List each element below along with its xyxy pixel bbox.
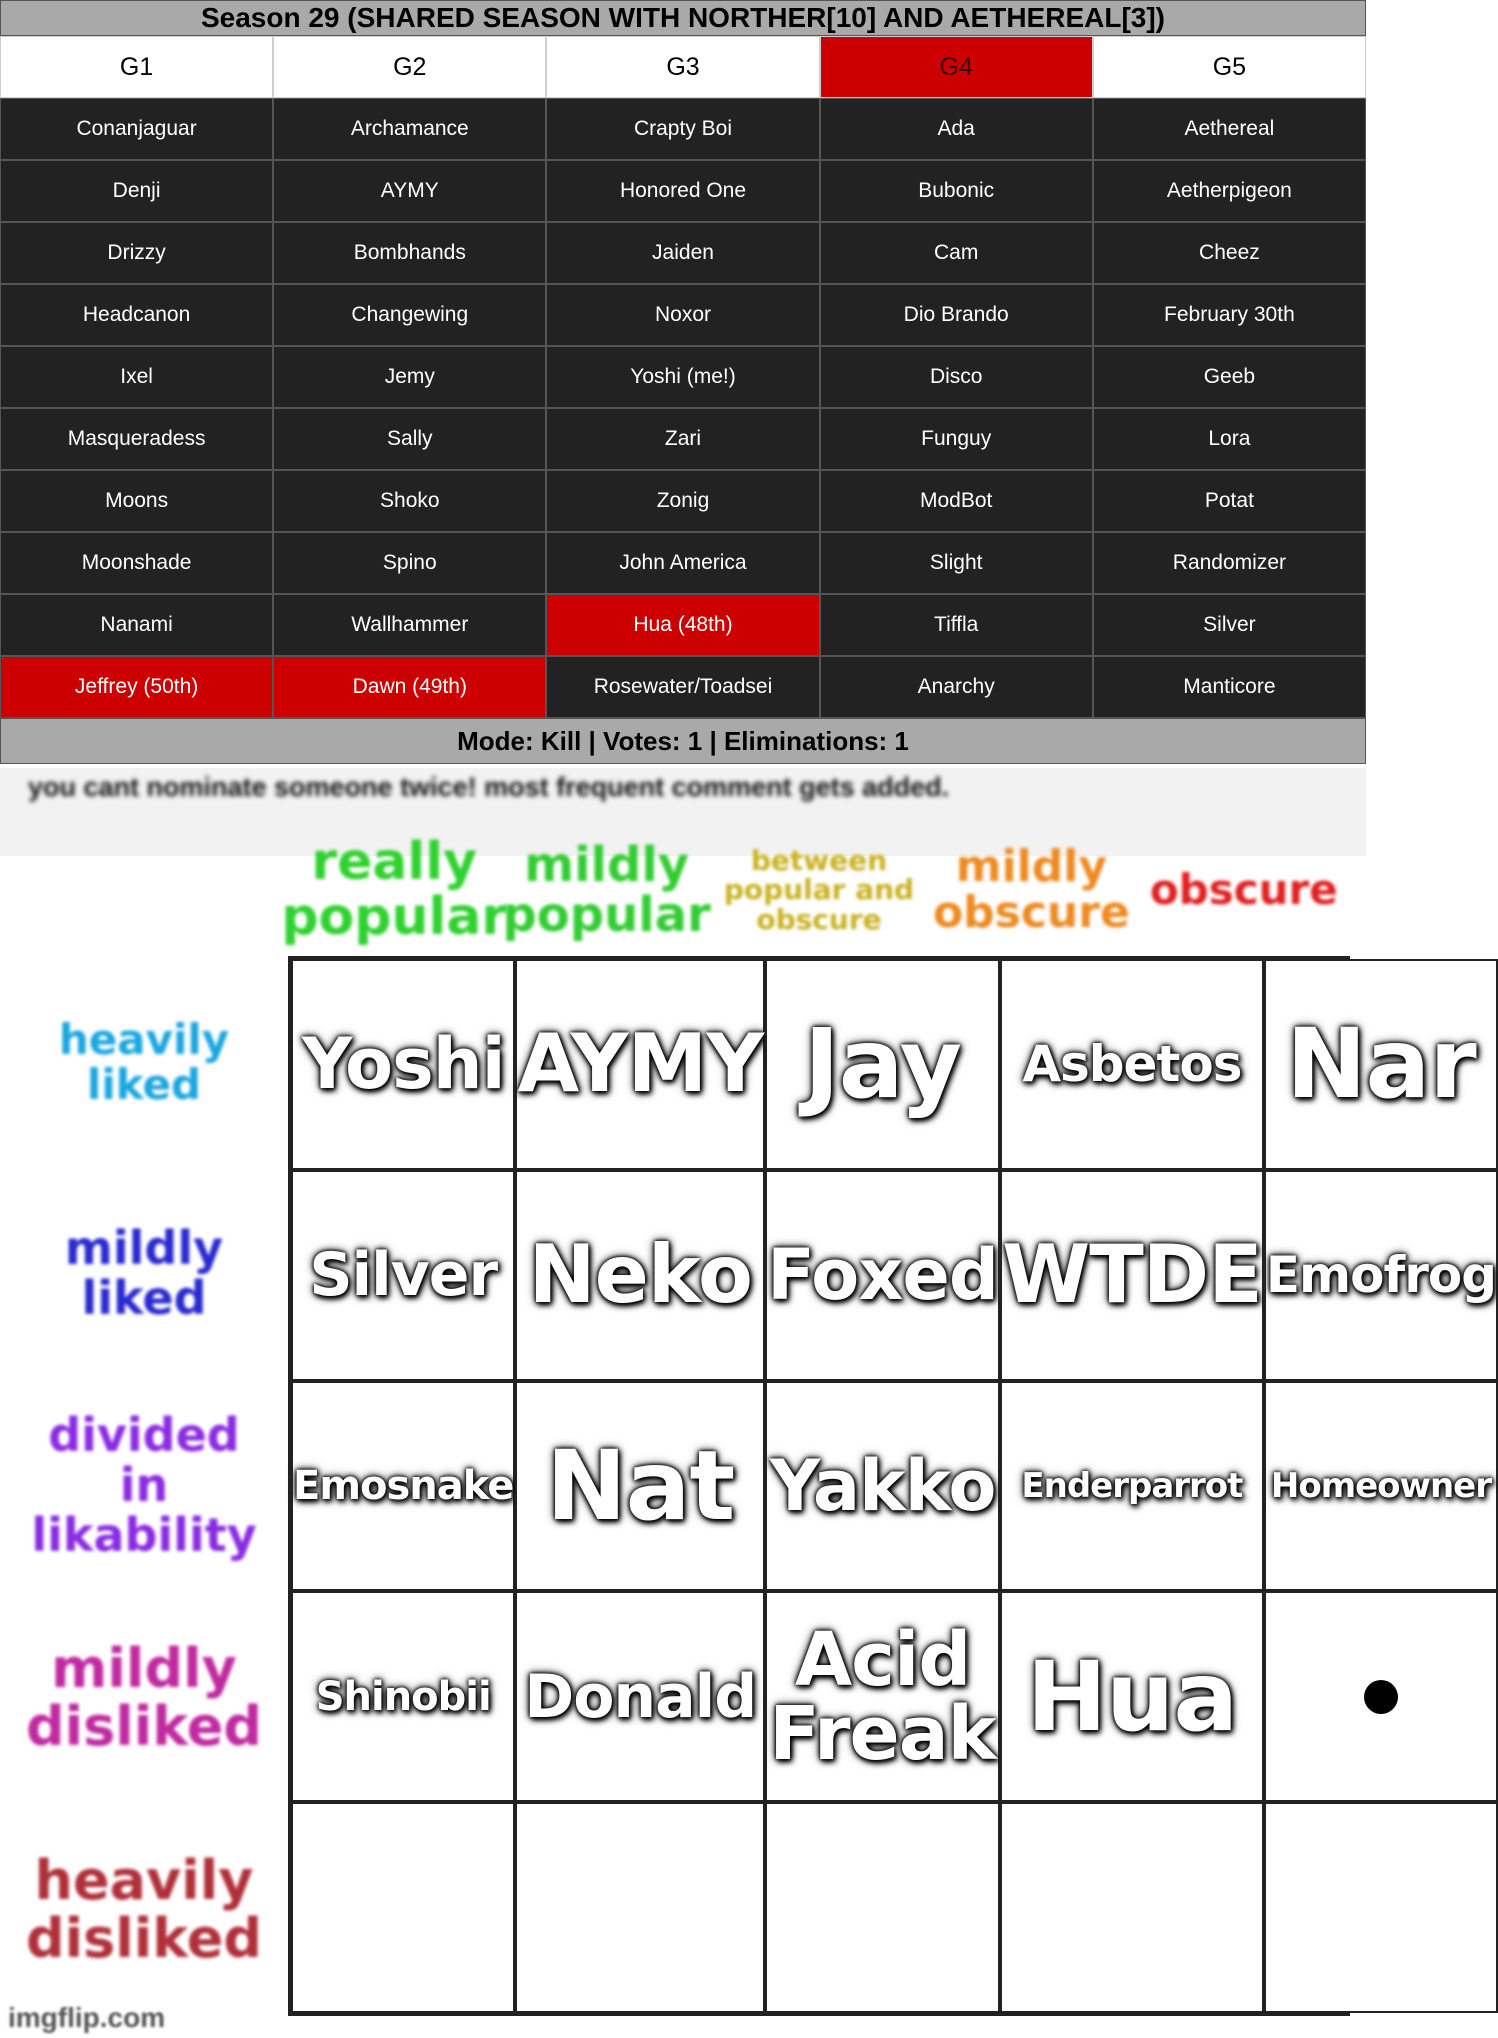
tier-cell [1000, 1381, 1264, 1592]
contestant-cell: Honored One [546, 160, 819, 222]
contestant-cell: Masqueradess [0, 408, 273, 470]
tier-entry-name: Jay [804, 1008, 962, 1121]
season-title: Season 29 (SHARED SEASON WITH NORTHER[10] AND AETHEREAL[3]) [0, 0, 1366, 36]
tier-cell [515, 959, 765, 1170]
tier-cell [1000, 1591, 1264, 1802]
contestant-cell-eliminated: Jeffrey (50th) [0, 656, 273, 718]
contestant-cell: Noxor [546, 284, 819, 346]
contestant-cell: Bubonic [820, 160, 1093, 222]
tier-cell [1264, 1802, 1498, 2013]
group-header-g1: G1 [0, 36, 273, 98]
tier-entry-name: AYMY [517, 1017, 764, 1111]
tier-cell [765, 1591, 1000, 1802]
column-label: really popular [281, 832, 508, 947]
contestant-cell: Yoshi (me!) [546, 346, 819, 408]
contestant-cell: Lora [1093, 408, 1366, 470]
tier-cell [1000, 1170, 1264, 1381]
tier-cell [765, 1381, 1000, 1592]
contestant-cell: Potat [1093, 470, 1366, 532]
tier-entry-name: Nar [1286, 1008, 1476, 1121]
mode-status-bar: Mode: Kill | Votes: 1 | Eliminations: 1 [0, 718, 1366, 764]
tier-entry-name: Emofrog [1265, 1246, 1497, 1305]
tier-cell [1264, 1381, 1498, 1592]
column-label: mildly popular [502, 836, 711, 943]
contestant-cell: Denji [0, 160, 273, 222]
contestant-cell: Anarchy [820, 656, 1093, 718]
tier-cell [1264, 1591, 1498, 1802]
column-label: between popular and obscure [723, 843, 915, 936]
tier-entry-name: Asbetos [1022, 1035, 1242, 1094]
contestant-cell-eliminated: Dawn (49th) [273, 656, 546, 718]
tier-chart [0, 768, 1497, 2038]
tier-entry-name: Yakko [769, 1444, 996, 1527]
contestant-cell: Slight [820, 532, 1093, 594]
row-label: divided in likability [31, 1408, 257, 1562]
tier-cell [1264, 1170, 1498, 1381]
contestant-cell: Manticore [1093, 656, 1366, 718]
tier-grid [288, 956, 1497, 2016]
column-label: obscure [1149, 864, 1338, 914]
tier-cell [291, 1170, 515, 1381]
dot-marker-icon [1364, 1680, 1398, 1714]
tier-cell [1264, 959, 1498, 1170]
contestant-cell: Archamance [273, 98, 546, 160]
group-header-g2: G2 [273, 36, 546, 98]
contestant-cell: Jaiden [546, 222, 819, 284]
season-table [0, 0, 1366, 764]
tier-entry-name: Yoshi [301, 1023, 505, 1106]
tier-cell [515, 1591, 765, 1802]
contestant-cell: Shoko [273, 470, 546, 532]
row-label: mildly disliked [25, 1636, 263, 1758]
tier-cell [515, 1802, 765, 2013]
tier-cell [1000, 1802, 1264, 2013]
contestant-cell: Aethereal [1093, 98, 1366, 160]
tier-entry-name: Neko [528, 1228, 752, 1322]
contestant-cell-eliminated: Hua (48th) [546, 594, 819, 656]
contestant-cell: Randomizer [1093, 532, 1366, 594]
tier-entry-name: Silver [309, 1240, 498, 1311]
contestant-cell: Dio Brando [820, 284, 1093, 346]
group-header-g5: G5 [1093, 36, 1366, 98]
tier-entry-name: Shinobii [315, 1673, 491, 1720]
contestant-cell: ModBot [820, 470, 1093, 532]
tier-cell [1000, 959, 1264, 1170]
contestant-cell: Crapty Boi [546, 98, 819, 160]
contestant-cell: Funguy [820, 408, 1093, 470]
tier-entry-name: Emosnake [293, 1462, 514, 1509]
contestant-cell: Spino [273, 532, 546, 594]
contestant-cell: Moons [0, 470, 273, 532]
group-header-g3: G3 [546, 36, 819, 98]
tier-cell [291, 1802, 515, 2013]
contestant-cell: Zonig [546, 470, 819, 532]
contestant-cell: February 30th [1093, 284, 1366, 346]
contestant-cell: AYMY [273, 160, 546, 222]
row-label: mildly liked [64, 1221, 224, 1325]
contestant-cell: Zari [546, 408, 819, 470]
contestant-cell: Ixel [0, 346, 273, 408]
tier-cell [291, 1591, 515, 1802]
contestant-cell: Silver [1093, 594, 1366, 656]
nomination-note: you cant nominate someone twice! most frequent comment gets added. [28, 772, 950, 802]
contestant-cell: Aetherpigeon [1093, 160, 1366, 222]
imgflip-watermark: imgflip.com [8, 2002, 166, 2033]
contestant-cell: Conanjaguar [0, 98, 273, 160]
tier-cell [291, 959, 515, 1170]
contestant-cell: Jemy [273, 346, 546, 408]
column-label: mildly obscure [932, 840, 1130, 938]
row-label: heavily liked [58, 1014, 230, 1109]
group-header-g4: G4 [820, 36, 1093, 98]
tier-entry-name: Enderparrot [1021, 1465, 1243, 1506]
contestant-cell: John America [546, 532, 819, 594]
tier-entry-name: WTDE [1001, 1228, 1262, 1322]
tier-entry-name: Donald [524, 1661, 757, 1732]
contestant-cell: Disco [820, 346, 1093, 408]
tier-entry-name: Acid Freak [769, 1616, 996, 1777]
contestant-cell: Geeb [1093, 346, 1366, 408]
tier-cell [515, 1170, 765, 1381]
season-header-row [0, 36, 1366, 98]
contestant-cell: Ada [820, 98, 1093, 160]
tier-entry-name: Foxed [767, 1234, 998, 1317]
contestant-cell: Cheez [1093, 222, 1366, 284]
tier-entry-name: Homeowner [1270, 1465, 1491, 1506]
contestant-cell: Headcanon [0, 284, 273, 346]
contestant-cell: Bombhands [273, 222, 546, 284]
contestant-cell: Moonshade [0, 532, 273, 594]
contestant-cell: Sally [273, 408, 546, 470]
tier-cell [515, 1381, 765, 1592]
tier-cell [765, 959, 1000, 1170]
tier-cell [291, 1381, 515, 1592]
tier-entry-name: Hua [1026, 1640, 1238, 1753]
contestant-cell: Drizzy [0, 222, 273, 284]
tier-entry-name: Nat [546, 1429, 735, 1542]
contestant-cell: Tiffla [820, 594, 1093, 656]
contestant-cell: Changewing [273, 284, 546, 346]
contestant-cell: Cam [820, 222, 1093, 284]
contestant-cell: Wallhammer [273, 594, 546, 656]
season-body [0, 98, 1366, 718]
contestant-cell: Nanami [0, 594, 273, 656]
row-label: heavily disliked [25, 1848, 263, 1970]
contestant-cell: Rosewater/Toadsei [546, 656, 819, 718]
tier-cell [765, 1802, 1000, 2013]
tier-cell [765, 1170, 1000, 1381]
